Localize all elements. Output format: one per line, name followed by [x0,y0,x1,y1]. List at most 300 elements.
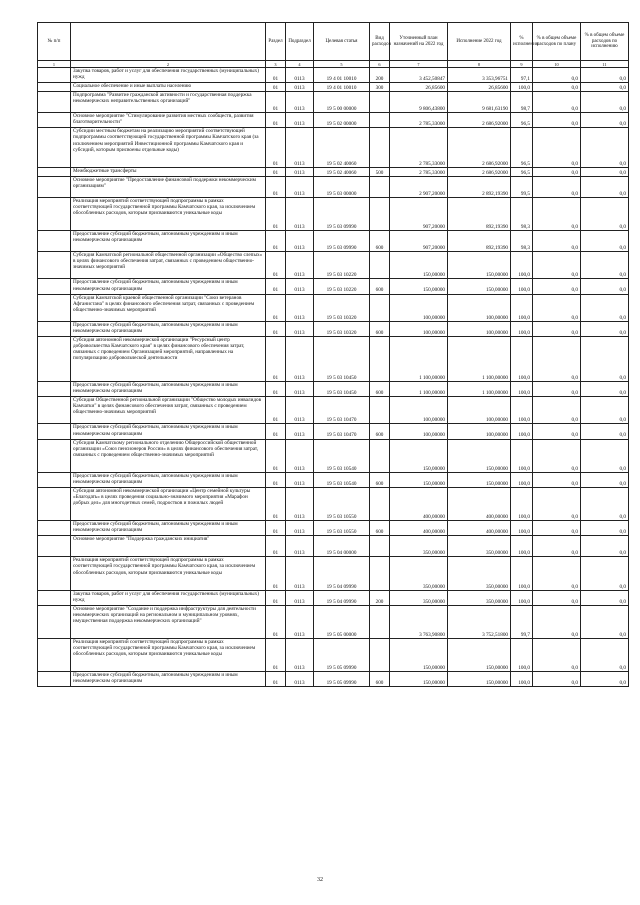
column-number: 11 [581,61,629,68]
cell-plan: 2 907,20000 [390,176,448,197]
table-row [38,68,629,83]
cell-pct: 100,0 [511,321,533,336]
header-cell [71,23,266,61]
cell-razdel: 01 [266,197,286,230]
column-number: 3 [266,61,286,68]
cell-plan: 100,00000 [390,397,448,424]
cell-index [38,197,71,230]
cell-pct: 100,0 [511,557,533,590]
cell-plan: 3 763,90800 [390,605,448,638]
cell-podrazdel: 0113 [286,424,314,439]
cell-isp: 150,00000 [448,638,511,671]
cell-p11: 0,0 [581,521,629,536]
cell-index [38,231,71,252]
cell-index [38,672,71,687]
cell-p11: 0,0 [581,113,629,128]
cell-vr: 600 [370,424,390,439]
cell-name: Субсидия автономной некоммерческой организации «Центр семейной культуры «Благодать» в целях проведения социально-значимого мероприятия «Марафон добрых дел» для многодетных семей, подростков и пожилых людей [71,487,266,520]
cell-p10: 0,0 [533,128,581,167]
cell-pct: 100,0 [511,382,533,397]
cell-cs: 19 5 04 09990 [314,557,370,590]
cell-index [38,336,71,381]
cell-name: Подпрограмма "Развитие гражданской активности и государственная поддержка некоммерческих неправительственных организаций" [71,92,266,113]
cell-pct: 96,5 [511,128,533,167]
cell-cs: 19 5 03 10450 [314,382,370,397]
cell-p11: 0,0 [581,92,629,113]
cell-vr [370,536,390,557]
cell-isp: 100,00000 [448,321,511,336]
cell-index [38,557,71,590]
cell-name: Предоставление субсидий бюджетным, автономным учреждениям и иным некоммерческим организациям [71,231,266,252]
table-row [38,382,629,397]
cell-index [38,382,71,397]
cell-pct: 100,0 [511,252,533,279]
cell-pct: 100,0 [511,439,533,472]
cell-plan: 1 100,00000 [390,336,448,381]
cell-p10: 0,0 [533,252,581,279]
cell-podrazdel: 0113 [286,487,314,520]
cell-plan: 150,00000 [390,279,448,294]
cell-p11: 0,0 [581,231,629,252]
cell-p10: 0,0 [533,113,581,128]
cell-pct: 100,0 [511,336,533,381]
table-row [38,605,629,638]
cell-p11: 0,0 [581,536,629,557]
column-number: 9 [511,61,533,68]
cell-name: Реализация мероприятий соответствующей подпрограммы в рамках соответствующей государственной программы Камчатского края, за исключением обособленных расходов, которым присваиваются уникальные коды [71,638,266,671]
cell-cs: 19 5 03 09990 [314,197,370,230]
table-row [38,128,629,167]
cell-vr [370,294,390,321]
column-number-row [38,61,629,68]
cell-podrazdel: 0113 [286,176,314,197]
cell-name: Предоставление субсидий бюджетным, автономным учреждениям и иным некоммерческим организациям [71,321,266,336]
cell-name: Предоставление субсидий бюджетным, автономным учреждениям и иным некоммерческим организациям [71,424,266,439]
cell-pct: 99,7 [511,605,533,638]
cell-vr [370,439,390,472]
cell-index [38,92,71,113]
cell-p10: 0,0 [533,176,581,197]
column-number: 4 [286,61,314,68]
cell-name: Закупка товаров, работ и услуг для обеспечения государственных (муниципальных) нужд [71,590,266,605]
cell-name: Закупка товаров, работ и услуг для обеспечения государственных (муниципальных) нужд [71,68,266,83]
cell-razdel: 01 [266,321,286,336]
cell-p10: 0,0 [533,68,581,83]
cell-p10: 0,0 [533,336,581,381]
cell-p11: 0,0 [581,294,629,321]
cell-isp: 150,00000 [448,252,511,279]
cell-p11: 0,0 [581,128,629,167]
cell-p11: 0,0 [581,487,629,520]
cell-p10: 0,0 [533,279,581,294]
cell-pct: 100,0 [511,590,533,605]
cell-pct: 98,7 [511,92,533,113]
cell-isp: 1 100,00000 [448,336,511,381]
cell-p10: 0,0 [533,638,581,671]
cell-cs: 19 5 05 00000 [314,605,370,638]
table-row [38,424,629,439]
cell-vr [370,397,390,424]
cell-name: Предоставление субсидий бюджетным, автономным учреждениям и иным некоммерческим организациям [71,382,266,397]
cell-razdel: 01 [266,672,286,687]
cell-p11: 0,0 [581,424,629,439]
cell-cs: 19 5 00 00000 [314,92,370,113]
cell-razdel: 01 [266,231,286,252]
table-row [38,397,629,424]
cell-name: Основное мероприятие "Предоставление финансовой поддержки некоммерческим организациям" [71,176,266,197]
cell-podrazdel: 0113 [286,397,314,424]
cell-p11: 0,0 [581,672,629,687]
cell-plan: 1 100,00000 [390,382,448,397]
cell-plan: 100,00000 [390,294,448,321]
cell-p10: 0,0 [533,231,581,252]
column-number: 1 [38,61,71,68]
cell-vr: 600 [370,521,390,536]
cell-vr [370,128,390,167]
cell-razdel: 01 [266,439,286,472]
cell-name: Основное мероприятие "Поддержка гражданских инициатив" [71,536,266,557]
cell-index [38,167,71,176]
cell-vr: 600 [370,231,390,252]
cell-name: Предоставление субсидий бюджетным, автономным учреждениям и иным некоммерческим организациям [71,279,266,294]
cell-name: Субсидия Камчатскому регионального отделению Общероссийской общественной организации «Союз пенсионеров России» в целях финансового обеспечения затрат, связанных с проведением общественно-значимых мероприятий [71,439,266,472]
cell-vr [370,176,390,197]
cell-pct: 99,5 [511,176,533,197]
cell-isp: 150,00000 [448,472,511,487]
cell-name: Межбюджетные трансферты [71,167,266,176]
cell-isp: 9 681,63190 [448,92,511,113]
cell-podrazdel: 0113 [286,590,314,605]
cell-pct: 100,0 [511,638,533,671]
cell-p11: 0,0 [581,439,629,472]
cell-name: Основное мероприятие "Стимулирование развития местных сообществ, развития благотворительности" [71,113,266,128]
cell-cs: 19 4 01 10010 [314,83,370,92]
cell-p10: 0,0 [533,590,581,605]
cell-cs: 19 5 03 10450 [314,336,370,381]
cell-razdel: 01 [266,487,286,520]
cell-index [38,439,71,472]
header-cell: Уточненный план назначений на 2022 год [390,23,448,61]
cell-razdel: 01 [266,397,286,424]
cell-index [38,590,71,605]
cell-isp: 3 353,96751 [448,68,511,83]
cell-pct: 100,0 [511,487,533,520]
page-number: 32 [317,877,323,883]
column-number: 10 [533,61,581,68]
header-cell: Раздел [266,23,286,61]
cell-name: Субсидия Камчатской краевой общественной организации "Союз ветеранов Афганистана" в целях финансового обеспечения затрат, связанных с проведением общественно-значимых мероприятий [71,294,266,321]
cell-isp: 2 892,19390 [448,176,511,197]
cell-p10: 0,0 [533,487,581,520]
cell-razdel: 01 [266,252,286,279]
cell-razdel: 01 [266,128,286,167]
cell-plan: 2 785,33000 [390,113,448,128]
cell-razdel: 01 [266,92,286,113]
cell-vr: 300 [370,83,390,92]
cell-podrazdel: 0113 [286,92,314,113]
cell-plan: 150,00000 [390,439,448,472]
cell-cs: 19 5 03 09990 [314,231,370,252]
cell-cs: 19 5 05 09990 [314,638,370,671]
cell-plan: 150,00000 [390,252,448,279]
cell-name: Субсидия автономной некоммерческой организации "Ресурсный центр добровольчества Камчатского края" в целях финансового обеспечения затрат, связанных с проведением Организацией мероприятий, направленных на популяризацию добровольческой деятельности [71,336,266,381]
cell-index [38,113,71,128]
cell-vr [370,557,390,590]
cell-p11: 0,0 [581,336,629,381]
cell-name: Предоставление субсидий бюджетным, автономным учреждениям и иным некоммерческим организациям [71,672,266,687]
cell-cs: 19 5 03 10550 [314,521,370,536]
cell-vr [370,113,390,128]
cell-isp: 350,00000 [448,536,511,557]
cell-p10: 0,0 [533,197,581,230]
cell-p10: 0,0 [533,92,581,113]
cell-p11: 0,0 [581,590,629,605]
cell-pct: 100,0 [511,279,533,294]
cell-podrazdel: 0113 [286,521,314,536]
cell-pct: 100,0 [511,672,533,687]
table-row [38,672,629,687]
cell-cs: 19 5 04 00000 [314,536,370,557]
cell-p10: 0,0 [533,536,581,557]
cell-podrazdel: 0113 [286,167,314,176]
cell-vr [370,92,390,113]
cell-podrazdel: 0113 [286,536,314,557]
cell-cs: 19 5 02 00000 [314,113,370,128]
header-cell: Целевая статья [314,23,370,61]
cell-index [38,638,71,671]
cell-cs: 19 5 03 10550 [314,487,370,520]
table-row [38,231,629,252]
cell-isp: 400,00000 [448,487,511,520]
cell-cs: 19 5 05 09990 [314,672,370,687]
cell-p11: 0,0 [581,605,629,638]
cell-isp: 2 686,92000 [448,128,511,167]
header-cell: % в общем объеме расходов по исполнению [581,23,629,61]
cell-razdel: 01 [266,605,286,638]
cell-plan: 907,20000 [390,231,448,252]
table-row [38,113,629,128]
cell-podrazdel: 0113 [286,382,314,397]
cell-cs: 19 5 03 10320 [314,321,370,336]
cell-vr [370,487,390,520]
cell-podrazdel: 0113 [286,672,314,687]
cell-razdel: 01 [266,557,286,590]
cell-razdel: 01 [266,336,286,381]
table-row [38,521,629,536]
cell-name: Субсидии местным бюджетам на реализацию мероприятий соответствующей подпрограммы соответствующей государственной программы Камчатского края (за исключением мероприятий Инвестиционной программы Камчатского края и субсидий, которым присвоены отдельные коды) [71,128,266,167]
cell-podrazdel: 0113 [286,113,314,128]
header-cell: % исполнения [511,23,533,61]
cell-name: Предоставление субсидий бюджетным, автономным учреждениям и иным некоммерческим организациям [71,521,266,536]
table-row [38,638,629,671]
cell-isp: 100,00000 [448,397,511,424]
table-row [38,536,629,557]
table-row [38,294,629,321]
cell-cs: 19 5 03 10320 [314,294,370,321]
cell-plan: 150,00000 [390,638,448,671]
cell-plan: 350,00000 [390,557,448,590]
cell-p11: 0,0 [581,472,629,487]
cell-podrazdel: 0113 [286,197,314,230]
cell-p11: 0,0 [581,167,629,176]
cell-p10: 0,0 [533,605,581,638]
cell-podrazdel: 0113 [286,638,314,671]
cell-razdel: 01 [266,113,286,128]
cell-plan: 907,20000 [390,197,448,230]
cell-name: Реализация мероприятий соответствующей подпрограммы в рамках соответствующей государственной программы Камчатского края, за исключением обособленных расходов, которым присваиваются уникальные коды [71,197,266,230]
table-row [38,336,629,381]
cell-plan: 150,00000 [390,672,448,687]
cell-isp: 100,00000 [448,424,511,439]
cell-name: Социальное обеспечение и иные выплаты населению [71,83,266,92]
cell-p10: 0,0 [533,672,581,687]
cell-isp: 2 686,92000 [448,167,511,176]
cell-podrazdel: 0113 [286,557,314,590]
cell-plan: 350,00000 [390,536,448,557]
cell-p11: 0,0 [581,176,629,197]
cell-p11: 0,0 [581,279,629,294]
table-body [38,68,629,687]
column-number: 6 [370,61,390,68]
cell-razdel: 01 [266,382,286,397]
cell-podrazdel: 0113 [286,128,314,167]
cell-p10: 0,0 [533,294,581,321]
cell-podrazdel: 0113 [286,279,314,294]
column-number: 2 [71,61,266,68]
cell-name: Основное мероприятие "Создание и поддержка инфраструктуры для деятельности некоммерческих организаций на региональном и муниципальном уровнях, имущественная поддержка некоммерческих организаций" [71,605,266,638]
cell-razdel: 01 [266,83,286,92]
column-number: 5 [314,61,370,68]
cell-podrazdel: 0113 [286,605,314,638]
cell-vr [370,605,390,638]
cell-razdel: 01 [266,424,286,439]
cell-isp: 350,00000 [448,557,511,590]
table-row [38,487,629,520]
cell-plan: 26,85600 [390,83,448,92]
cell-pct: 100,0 [511,294,533,321]
cell-pct: 98,3 [511,197,533,230]
cell-pct: 100,0 [511,536,533,557]
cell-plan: 100,00000 [390,321,448,336]
cell-index [38,321,71,336]
table-row [38,167,629,176]
table-row [38,557,629,590]
table-row [38,92,629,113]
cell-index [38,279,71,294]
cell-plan: 2 785,33000 [390,128,448,167]
cell-cs: 19 5 03 10220 [314,279,370,294]
cell-pct: 100,0 [511,83,533,92]
cell-pct: 97,1 [511,68,533,83]
cell-vr: 200 [370,590,390,605]
cell-vr: 500 [370,167,390,176]
cell-isp: 150,00000 [448,279,511,294]
cell-cs: 19 4 01 10010 [314,68,370,83]
header-cell: № п/п [38,23,71,61]
cell-plan: 3 452,50847 [390,68,448,83]
cell-name: Субсидия Общественной региональной организации "Общество молодых инвалидов Камчатки" в целях финансового обеспечения затрат, связанных с проведением общественно-значимых мероприятий [71,397,266,424]
cell-p10: 0,0 [533,167,581,176]
cell-plan: 2 785,33000 [390,167,448,176]
cell-index [38,294,71,321]
header-cell: % в общем объеме расходов по плану [533,23,581,61]
cell-plan: 400,00000 [390,487,448,520]
cell-isp: 892,19390 [448,197,511,230]
cell-vr: 600 [370,672,390,687]
cell-plan: 350,00000 [390,590,448,605]
cell-isp: 350,00000 [448,590,511,605]
cell-podrazdel: 0113 [286,439,314,472]
cell-vr: 600 [370,321,390,336]
cell-plan: 400,00000 [390,521,448,536]
cell-pct: 100,0 [511,521,533,536]
cell-index [38,397,71,424]
cell-podrazdel: 0113 [286,231,314,252]
cell-vr: 200 [370,68,390,83]
cell-isp: 400,00000 [448,521,511,536]
cell-razdel: 01 [266,167,286,176]
column-number: 8 [448,61,511,68]
table-row [38,590,629,605]
table-row [38,279,629,294]
cell-razdel: 01 [266,279,286,294]
cell-plan: 100,00000 [390,424,448,439]
cell-p11: 0,0 [581,321,629,336]
cell-razdel: 01 [266,536,286,557]
cell-isp: 1 100,00000 [448,382,511,397]
table-row [38,252,629,279]
cell-p10: 0,0 [533,521,581,536]
cell-razdel: 01 [266,590,286,605]
header-cell: Исполнение 2022 год [448,23,511,61]
cell-vr [370,336,390,381]
cell-plan: 9 806,43800 [390,92,448,113]
cell-p11: 0,0 [581,638,629,671]
cell-index [38,472,71,487]
cell-vr: 600 [370,382,390,397]
cell-index [38,536,71,557]
cell-isp: 150,00000 [448,439,511,472]
cell-p10: 0,0 [533,424,581,439]
cell-isp: 892,19390 [448,231,511,252]
cell-pct: 96,5 [511,113,533,128]
table-header-row [38,23,629,61]
cell-pct: 96,5 [511,167,533,176]
cell-isp: 100,00000 [448,294,511,321]
cell-p11: 0,0 [581,197,629,230]
cell-isp: 26,85600 [448,83,511,92]
cell-pct: 100,0 [511,424,533,439]
cell-razdel: 01 [266,472,286,487]
cell-p10: 0,0 [533,557,581,590]
cell-vr [370,197,390,230]
cell-cs: 19 5 02 40060 [314,167,370,176]
header-cell: Вид расходов [370,23,390,61]
cell-p10: 0,0 [533,397,581,424]
cell-index [38,252,71,279]
table-row [38,197,629,230]
cell-podrazdel: 0113 [286,83,314,92]
cell-index [38,424,71,439]
cell-name: Предоставление субсидий бюджетным, автономным учреждениям и иным некоммерческим организациям [71,472,266,487]
cell-p10: 0,0 [533,382,581,397]
header-cell: Подраздел [286,23,314,61]
cell-p10: 0,0 [533,439,581,472]
cell-razdel: 01 [266,638,286,671]
table-row [38,83,629,92]
table-row [38,321,629,336]
cell-vr [370,638,390,671]
